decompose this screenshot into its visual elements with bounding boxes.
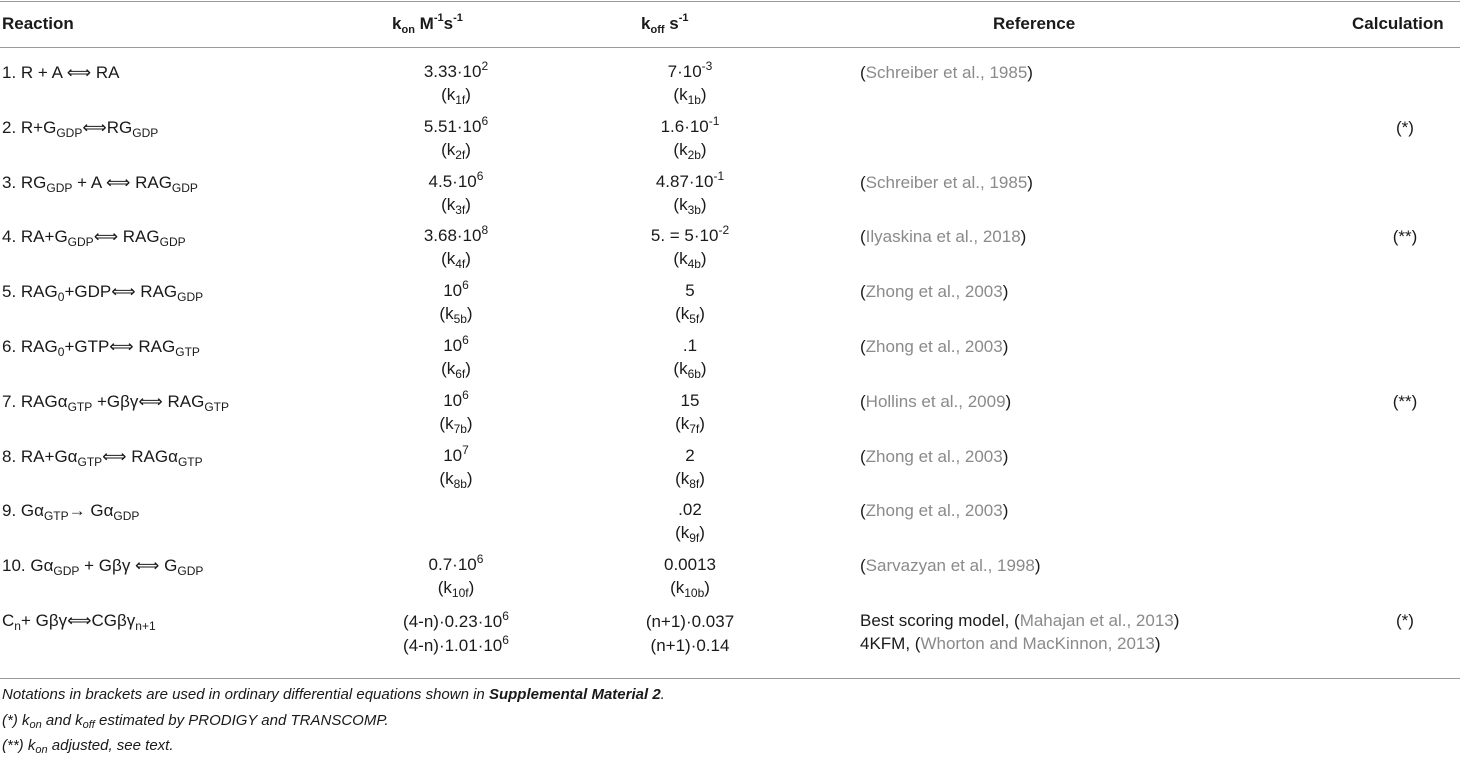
reference-link[interactable]: Zhong et al., 2003 — [865, 337, 1003, 356]
koff-value-2: (n+1)·0.14 — [650, 636, 730, 655]
reaction-cell: 3. $RG_{GDP} + A$ ⟺ $RAG_{GDP}$ — [2, 172, 198, 195]
koff-value: .02 — [678, 500, 702, 520]
footnote-calc-single: (*) $k_{on}$ and $k_{off}$ estimated by PRODIGY and TRANSCOMP. — [2, 712, 389, 731]
kon-value: $10^6$ — [443, 278, 469, 301]
calculation-cell: (*) — [1396, 611, 1414, 630]
header-calculation: Calculation — [1352, 14, 1444, 33]
kon-notation: $(k_{1f})$ — [441, 85, 471, 107]
koff-cell — [590, 445, 790, 491]
kon-cell — [356, 554, 556, 600]
kon-value: $10^6$ — [443, 333, 469, 355]
table-row — [0, 439, 1460, 494]
table-row — [0, 55, 1460, 110]
reference-cell: (Zhong et al., 2003) — [860, 446, 1009, 466]
table-row — [0, 329, 1460, 384]
reaction-cell: 5. $RAG_0+GDP⟺$ $RAG_{GDP}$ — [2, 282, 204, 305]
koff-cell — [590, 61, 790, 107]
kon-cell — [356, 113, 556, 162]
table-row — [0, 384, 1460, 439]
reference-link[interactable]: Mahajan et al., 2013 — [1019, 611, 1174, 630]
koff-cell — [590, 390, 790, 436]
table-row — [0, 603, 1460, 658]
koff-value-1: (n+1)·0.037 — [645, 612, 735, 631]
kon-cell — [356, 168, 556, 217]
reference-cell: (Ilyaskina et al., 2018) — [860, 227, 1027, 247]
header-rule — [0, 47, 1460, 48]
koff-value: 15 — [680, 390, 700, 410]
supplemental-link[interactable]: Supplemental Material 2 — [488, 686, 661, 703]
kon-notation: $(k_{2f})$ — [441, 139, 471, 162]
koff-value: 5 — [685, 281, 695, 301]
koff-value: 5. = $5\cdot 10^{-2}$ — [650, 223, 730, 246]
reference-cell: (Schreiber et al., 1985) — [860, 172, 1033, 192]
koff-cell — [590, 335, 790, 381]
footnote-calc-double: (**) $k_{on}$ adjusted, see text. — [2, 737, 174, 756]
koff-notation: $(k_{2b})$ — [673, 139, 707, 162]
calculation-cell: (**) — [1392, 391, 1418, 411]
kon-notation: $(k_{7b})$ — [439, 413, 473, 436]
footnote-notation: Notations in brackets are used in ordinary differential equations shown in Supplemental Material 2. — [2, 686, 665, 703]
calculation-cell: (*) — [1396, 117, 1414, 137]
kon-notation: $(k_{3f})$ — [441, 194, 471, 217]
reaction-cell: 9. $G\alpha_{GTP}\to G\alpha_{GDP}$ — [2, 501, 140, 524]
table-row — [0, 274, 1460, 329]
reference-link[interactable]: Whorton and MacKinnon, 2013 — [920, 634, 1155, 653]
reference-link[interactable]: Zhong et al., 2003 — [865, 282, 1003, 302]
koff-cell — [590, 225, 790, 271]
reference-cell: (Schreiber et al., 1985) — [860, 63, 1033, 82]
koff-notation: $(k_{1b})$ — [673, 85, 707, 107]
table-row — [0, 548, 1460, 603]
koff-cell — [590, 611, 790, 657]
reaction-cell: 1. R + A ⟺ RA — [2, 63, 120, 82]
table-bottom-rule — [0, 678, 1460, 679]
kon-value-2: $(4-n)\cdot 1.01\cdot 10^6$ — [403, 633, 509, 655]
koff-notation: $(k_{5f})$ — [675, 304, 705, 327]
kon-cell — [356, 280, 556, 326]
reaction-cell: 6. $RAG_0+GTP⟺$ $RAG_{GTP}$ — [2, 337, 200, 359]
koff-notation: $(k_{7f})$ — [675, 413, 705, 436]
header-kon: $k_{on}$ $M^{-1}s^{-1}$ — [392, 12, 463, 36]
kon-cell — [356, 335, 556, 381]
kon-notation: $(k_{10f})$ — [437, 578, 475, 601]
kon-value-1: $(4-n)\cdot 0.23\cdot 10^6$ — [403, 609, 509, 631]
reference-link[interactable]: Schreiber et al., 1985 — [865, 63, 1028, 82]
koff-cell — [590, 554, 790, 600]
kon-value: $0.7\cdot 10^6$ — [428, 552, 484, 575]
reference-link[interactable]: Sarvazyan et al., 1998 — [865, 556, 1035, 576]
reference-link[interactable]: Schreiber et al., 1985 — [865, 172, 1028, 192]
kon-cell — [356, 225, 556, 271]
kon-value: $5.51\cdot 10^6$ — [423, 113, 489, 136]
kon-cell — [356, 387, 556, 436]
header-reference: Reference — [993, 14, 1076, 33]
reaction-cell: 2. $R+G_{GDP}⟺RG_{GDP}$ — [2, 117, 159, 140]
koff-notation: $(k_{3b})$ — [673, 194, 707, 217]
kon-value: $3.33\cdot 10^2$ — [423, 59, 489, 81]
reaction-cell: 10. $G\alpha_{GDP} + G\beta\gamma$ ⟺ $G_{GDP}$ — [2, 556, 204, 579]
kon-notation: $(k_{4f})$ — [441, 249, 471, 272]
reaction-cell: 4. $RA+G_{GDP}⟺$ $RAG_{GDP}$ — [2, 227, 186, 250]
kon-notation: $(k_{6f})$ — [441, 359, 471, 381]
reference-link[interactable]: Hollins et al., 2009 — [865, 391, 1006, 411]
table-row — [0, 165, 1460, 220]
reference-link[interactable]: Zhong et al., 2003 — [865, 501, 1003, 521]
kon-cell — [356, 61, 556, 107]
reference-cell: (Zhong et al., 2003) — [860, 337, 1009, 356]
koff-cell — [590, 113, 790, 162]
kon-value: $10^7$ — [443, 442, 469, 465]
kon-cell — [356, 611, 556, 657]
header-reaction: Reaction — [2, 14, 74, 33]
table-row — [0, 110, 1460, 165]
koff-value: 2 — [685, 445, 695, 465]
koff-value: 0.0013 — [664, 555, 716, 575]
kon-notation: $(k_{5b})$ — [439, 304, 473, 327]
reference-cell: (Sarvazyan et al., 1998) — [860, 556, 1041, 576]
reaction-cell: 8. $RA+G\alpha_{GTP}⟺$ RAGα$_{GTP}$ — [2, 446, 203, 469]
koff-value: $1.6\cdot 10^{-1}$ — [660, 113, 720, 136]
reference-cell: (Hollins et al., 2009) — [860, 391, 1012, 411]
koff-notation: $(k_{10b})$ — [670, 578, 710, 601]
kon-value: $3.68\cdot 10^8$ — [423, 223, 489, 246]
table-row — [0, 493, 1460, 548]
koff-cell — [590, 499, 790, 545]
koff-value: .1 — [682, 336, 698, 355]
table-row — [0, 219, 1460, 274]
koff-notation: $(k_{6b})$ — [673, 359, 707, 381]
koff-value: $4.87\cdot 10^{-1}$ — [655, 168, 725, 191]
reference-cell: (Zhong et al., 2003) — [860, 501, 1009, 521]
reference-link[interactable]: Zhong et al., 2003 — [865, 446, 1003, 466]
koff-value: $7\cdot 10^{-3}$ — [667, 59, 713, 81]
koff-notation: $(k_{9f})$ — [675, 523, 705, 546]
koff-notation: $(k_{4b})$ — [673, 249, 707, 272]
calculation-cell: (**) — [1392, 227, 1418, 247]
koff-cell — [590, 280, 790, 326]
reference-cell: Best scoring model, (Mahajan et al., 2013) 4KFM, (Whorton and MacKinnon, 2013) — [860, 611, 1180, 653]
kon-value: $4.5\cdot 10^6$ — [428, 168, 484, 191]
reference-cell: (Zhong et al., 2003) — [860, 282, 1009, 302]
table-top-rule — [0, 1, 1460, 2]
reaction-cell: $C_n+$ Gβγ⟺CGβγ$_{n+1}$ — [2, 611, 156, 633]
kon-cell — [356, 442, 556, 491]
reaction-cell: 7. RAGα$_{GTP}$ +Gβγ⟺ $RAG_{GTP}$ — [2, 391, 230, 414]
koff-cell — [590, 168, 790, 217]
koff-notation: $(k_{8f})$ — [675, 468, 705, 491]
header-koff: $k_{off}$ $s^{-1}$ — [641, 12, 689, 36]
reference-link[interactable]: Ilyaskina et al., 2018 — [865, 227, 1021, 247]
kon-value: $10^6$ — [443, 387, 469, 410]
kon-notation: $(k_{8b})$ — [439, 468, 473, 491]
